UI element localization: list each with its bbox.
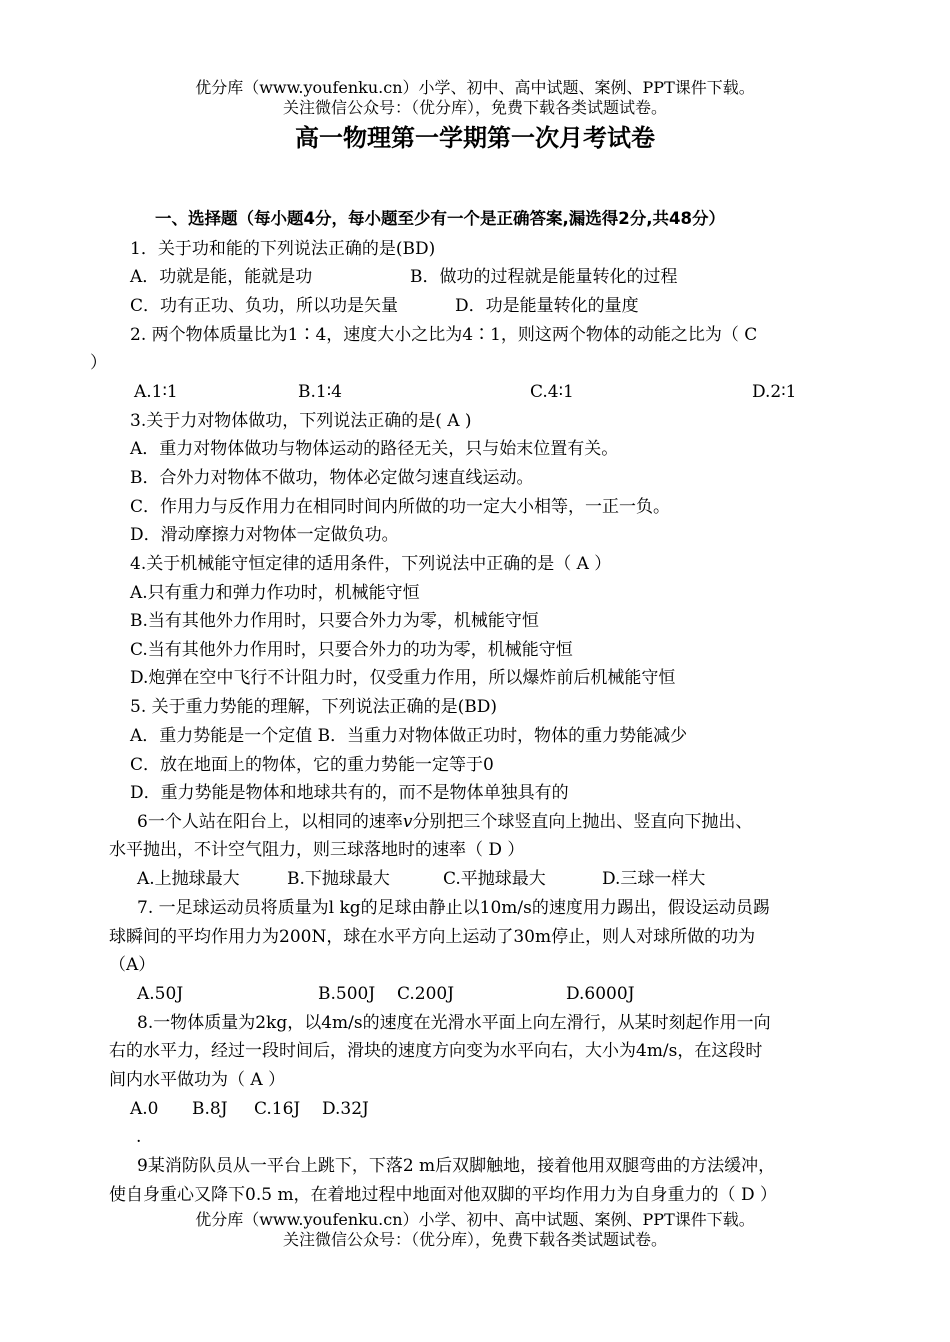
question-3-option-c: C．作用力与反作用力在相同时间内所做的功一定大小相等，一正一负。 [130, 497, 671, 517]
header-line-1: 优分库（www.youfenku.cn）小学、初中、高中试题、案例、PPT课件下载。 [195, 78, 755, 97]
question-6-stem-part-1: 6一个人站在阳台上，以相同的速率 [137, 812, 403, 832]
question-3-stem: 3.关于力对物体做功，下列说法正确的是( A ) [130, 411, 472, 431]
question-9-stem-cont: 使自身重心又降下0.5 m，在着地过程中地面对他双脚的平均作用力为自身重力的（ D ） [109, 1185, 777, 1205]
header-line-2: 关注微信公众号：（优分库），免费下载各类试题试卷。 [282, 98, 667, 117]
question-4-option-a: A.只有重力和弹力作功时，机械能守恒 [130, 583, 420, 603]
question-8-option-b: B.8J [192, 1099, 228, 1119]
page-title: 高一物理第一学期第一次月考试卷 [295, 124, 655, 152]
question-4-stem: 4.关于机械能守恒定律的适用条件，下列说法中正确的是（ A ） [130, 554, 612, 574]
question-3-option-d: D．滑动摩擦力对物体一定做负功。 [130, 525, 399, 545]
section-heading: 一、选择题（每小题4分，每小题至少有一个是正确答案,漏选得2分,共48分） [155, 209, 725, 228]
footer-line-1: 优分库（www.youfenku.cn）小学、初中、高中试题、案例、PPT课件下载。 [195, 1210, 755, 1229]
question-6-option-a: A.上抛球最大 [137, 869, 240, 889]
question-1-option-c: C．功有正功、负功，所以功是矢量 [130, 296, 399, 316]
question-7-option-c: C.200J [397, 984, 455, 1004]
question-1-option-d: D．功是能量转化的量度 [455, 296, 639, 316]
footer-line-2: 关注微信公众号：（优分库），免费下载各类试题试卷。 [282, 1230, 667, 1249]
question-2-stem: 2. 两个物体质量比为1∶4，速度大小之比为4∶1，则这两个物体的动能之比为（ C [130, 325, 758, 345]
question-5-option-c: C．放在地面上的物体，它的重力势能一定等于0 [130, 755, 494, 775]
question-1-option-a: A．功就是能，能就是功 [130, 267, 313, 287]
question-9-stem: 9某消防队员从一平台上跳下，下落2 m后双脚触地，接着他用双腿弯曲的方法缓冲， [137, 1156, 776, 1176]
question-8-stem-cont-2: 间内水平做功为（ A ） [109, 1070, 286, 1090]
question-3-option-b: B．合外力对物体不做功，物体必定做匀速直线运动。 [130, 468, 534, 488]
question-4-option-b: B.当有其他外力作用时，只要合外力为零，机械能守恒 [130, 611, 539, 631]
question-7-option-b: B.500J [318, 984, 376, 1004]
question-8-option-a: A.0 [130, 1099, 159, 1119]
question-5-stem: 5. 关于重力势能的理解，下列说法正确的是(BD) [130, 697, 498, 717]
question-2-option-d: D.2∶1 [752, 382, 797, 402]
question-6-stem [137, 811, 752, 833]
question-1-option-b: B．做功的过程就是能量转化的过程 [410, 267, 678, 287]
question-6-stem-cont: 水平抛出，不计空气阻力，则三球落地时的速率（ D ） [109, 840, 525, 860]
question-8-option-c: C.16J [254, 1099, 301, 1119]
question-6-option-b: B.下抛球最大 [287, 869, 390, 889]
stray-dot: . [136, 1127, 142, 1147]
question-5-option-d: D．重力势能是物体和地球共有的，而不是物体单独具有的 [130, 783, 569, 803]
question-1-stem: 1．关于功和能的下列说法正确的是(BD) [130, 239, 436, 259]
question-6-stem-part-2: 分别把三个球竖直向上抛出、竖直向下抛出、 [412, 812, 753, 832]
question-2-stem-cont: ） [90, 353, 107, 373]
question-6-option-c: C.平抛球最大 [443, 869, 546, 889]
question-5-options-ab: A．重力势能是一个定值 B．当重力对物体做正功时，物体的重力势能减少 [130, 726, 688, 746]
question-8-stem-cont-1: 右的水平力，经过一段时间后，滑块的速度方向变为水平向右，大小为4m/s，在这段时 [109, 1041, 763, 1061]
question-2-option-a: A.1∶1 [134, 382, 178, 402]
velocity-symbol: v [402, 812, 413, 832]
question-7-stem-cont-2: （A） [109, 955, 156, 975]
question-2-option-b: B.1∶4 [298, 382, 342, 402]
question-8-stem: 8.一物体质量为2kg，以4m/s的速度在光滑水平面上向左滑行，从某时刻起作用一向 [137, 1013, 771, 1033]
question-4-option-d: D.炮弹在空中飞行不计阻力时，仅受重力作用，所以爆炸前后机械能守恒 [130, 668, 676, 688]
question-6-option-d: D.三球一样大 [602, 869, 706, 889]
question-7-stem: 7. 一足球运动员将质量为l kg的足球由静止以10m/s的速度用力踢出，假设运动员踢 [137, 898, 770, 918]
question-3-option-a: A．重力对物体做功与物体运动的路径无关，只与始末位置有关。 [130, 439, 619, 459]
question-4-option-c: C.当有其他外力作用时，只要合外力的功为零，机械能守恒 [130, 640, 573, 660]
question-7-option-d: D.6000J [566, 984, 635, 1004]
question-8-option-d: D.32J [322, 1099, 369, 1119]
question-7-option-a: A.50J [137, 984, 184, 1004]
question-7-stem-cont-1: 球瞬间的平均作用力为200N，球在水平方向上运动了30m停止，则人对球所做的功为 [109, 927, 756, 947]
question-2-option-c: C.4∶1 [530, 382, 574, 402]
